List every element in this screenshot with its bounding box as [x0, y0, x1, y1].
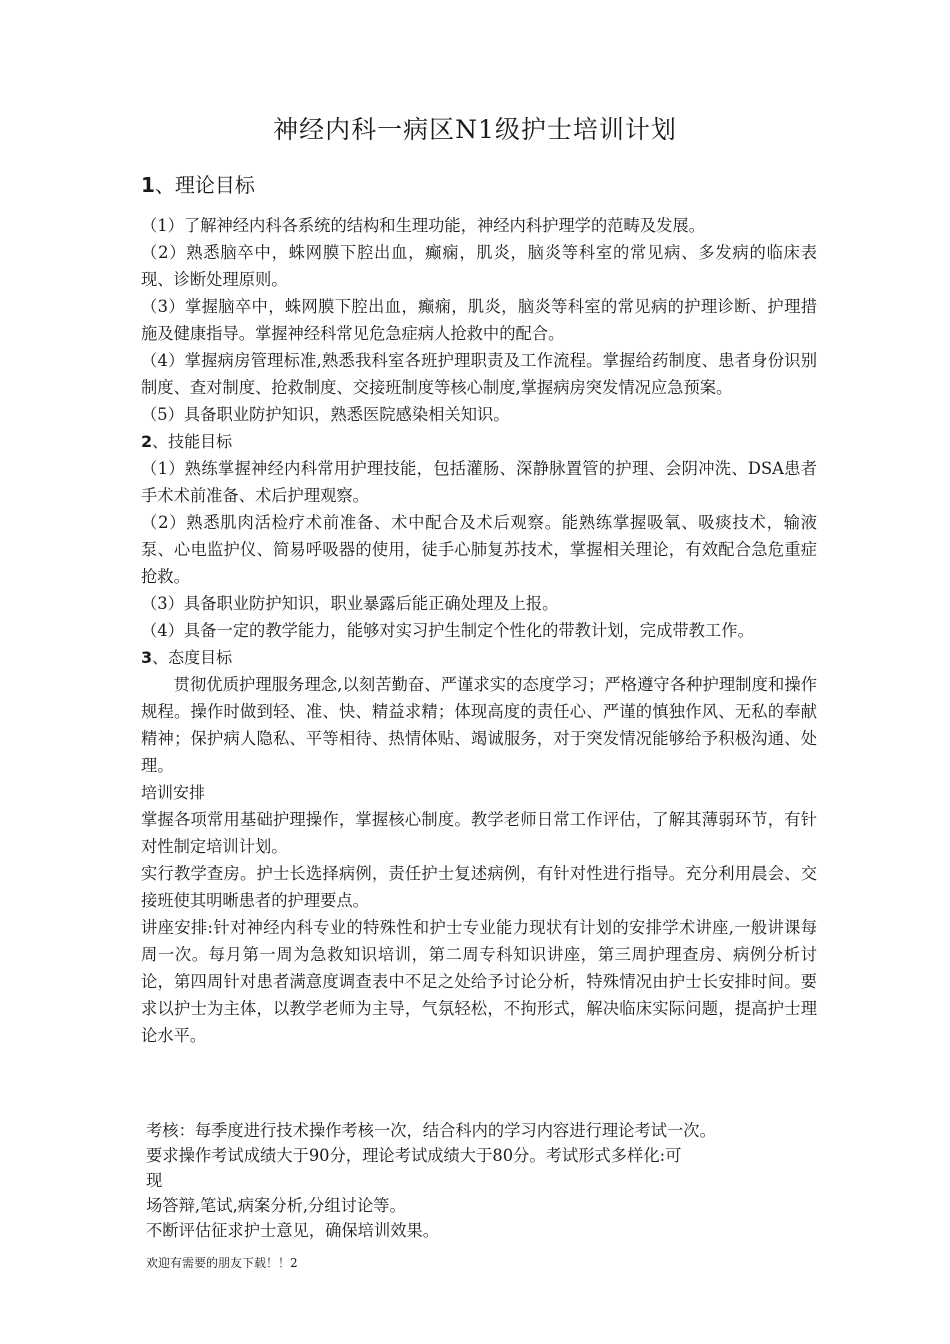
section-heading-theory: [141, 168, 817, 202]
section-number: 2: [141, 432, 153, 451]
exam-line-2: 要求操作考试成绩大于90分，理论考试成绩大于80分。考试形式多样化:可: [146, 1146, 682, 1165]
section-heading-label: 、理论目标: [154, 173, 255, 197]
training-paragraph-1: 掌握各项常用基础护理操作，掌握核心制度。教学老师日常工作评估，了解其薄弱环节，有针对性制定培训计划。: [141, 810, 817, 856]
theory-item-3: （3）掌握脑卒中，蛛网膜下腔出血，癫痫，肌炎，脑炎等科室的常见病的护理诊断、护理措施及健康指导。掌握神经科常见危急症病人抢救中的配合。: [141, 297, 817, 343]
theory-item-4: （4）掌握病房管理标准,熟悉我科室各班护理职责及工作流程。掌握给药制度、患者身份识别制度、查对制度、抢救制度、交接班制度等核心制度,掌握病房突发情况应急预案。: [141, 351, 817, 397]
document-body: [141, 168, 817, 1049]
theory-item-2: （2）熟悉脑卒中，蛛网膜下腔出血，癫痫，肌炎，脑炎等科室的常见病、多发病的临床表现、诊断处理原则。: [141, 243, 817, 289]
page-footer: 欢迎有需要的朋友下载！！2: [146, 1256, 298, 1270]
exam-line-1: 考核：每季度进行技术操作考核一次，结合科内的学习内容进行理论考试一次。: [146, 1121, 716, 1140]
section-number: 3: [141, 648, 153, 667]
section-heading-label: 、态度目标: [152, 648, 233, 667]
skills-item-3: （3）具备职业防护知识，职业暴露后能正确处理及上报。: [141, 594, 559, 613]
training-paragraph-3: 讲座安排:针对神经内科专业的特殊性和护士专业能力现状有计划的安排学术讲座,一般讲课每周一次。每月第一周为急救知识培训，第二周专科知识讲座，第三周护理查房、病例分析讨论，第四周针对患者满意度调查表中不足之处给予讨论分析，特殊情况由护士长安排时间。要求以护士为主体，以教学老师为主导，气氛轻松，不拘形式，解决临床实际问题，提高护士理论水平。: [141, 918, 817, 1045]
section-heading-attitude: [141, 644, 817, 671]
attitude-body: 贯彻优质护理服务理念,以刻苦勤奋、严谨求实的态度学习；严格遵守各种护理制度和操作规程。操作时做到轻、准、快、精益求精；体现高度的责任心、严谨的慎独作风、无私的奉献精神；保护病人隐私、平等相待、热情体贴、竭诚服务，对于突发情况能够给予积极沟通、处理。: [141, 675, 817, 775]
section-number: 1: [141, 173, 155, 197]
exam-line-5: 不断评估征求护士意见，确保培训效果。: [146, 1221, 440, 1240]
theory-item-5: （5）具备职业防护知识，熟悉医院感染相关知识。: [141, 405, 510, 424]
theory-item-1: （1）了解神经内科各系统的结构和生理功能，神经内科护理学的范畴及发展。: [141, 216, 705, 235]
section-heading-label: 、技能目标: [152, 432, 233, 451]
exam-block: [146, 1118, 826, 1243]
skills-item-2: （2）熟悉肌肉活检疗术前准备、术中配合及术后观察。能熟练掌握吸氧、吸痰技术，输液泵、心电监护仪、简易呼吸器的使用，徒手心肺复苏技术，掌握相关理论，有效配合急危重症抢救。: [141, 513, 817, 586]
training-paragraph-2: 实行教学查房。护士长选择病例，责任护士复述病例，有针对性进行指导。充分利用晨会、交接班使其明晰患者的护理要点。: [141, 864, 817, 910]
skills-item-4: （4）具备一定的教学能力，能够对实习护生制定个性化的带教计划，完成带教工作。: [141, 621, 754, 640]
document-title: 神经内科一病区N1级护士培训计划: [273, 115, 677, 144]
section-heading-skills: [141, 428, 817, 455]
skills-item-1: （1）熟练掌握神经内科常用护理技能，包括灌肠、深静脉置管的护理、会阴冲洗、DSA患者手术术前准备、术后护理观察。: [141, 459, 817, 505]
exam-line-4: 场答辩,笔试,病案分析,分组讨论等。: [146, 1196, 406, 1215]
training-heading: 培训安排: [141, 783, 206, 802]
exam-line-3: 现: [146, 1171, 163, 1190]
